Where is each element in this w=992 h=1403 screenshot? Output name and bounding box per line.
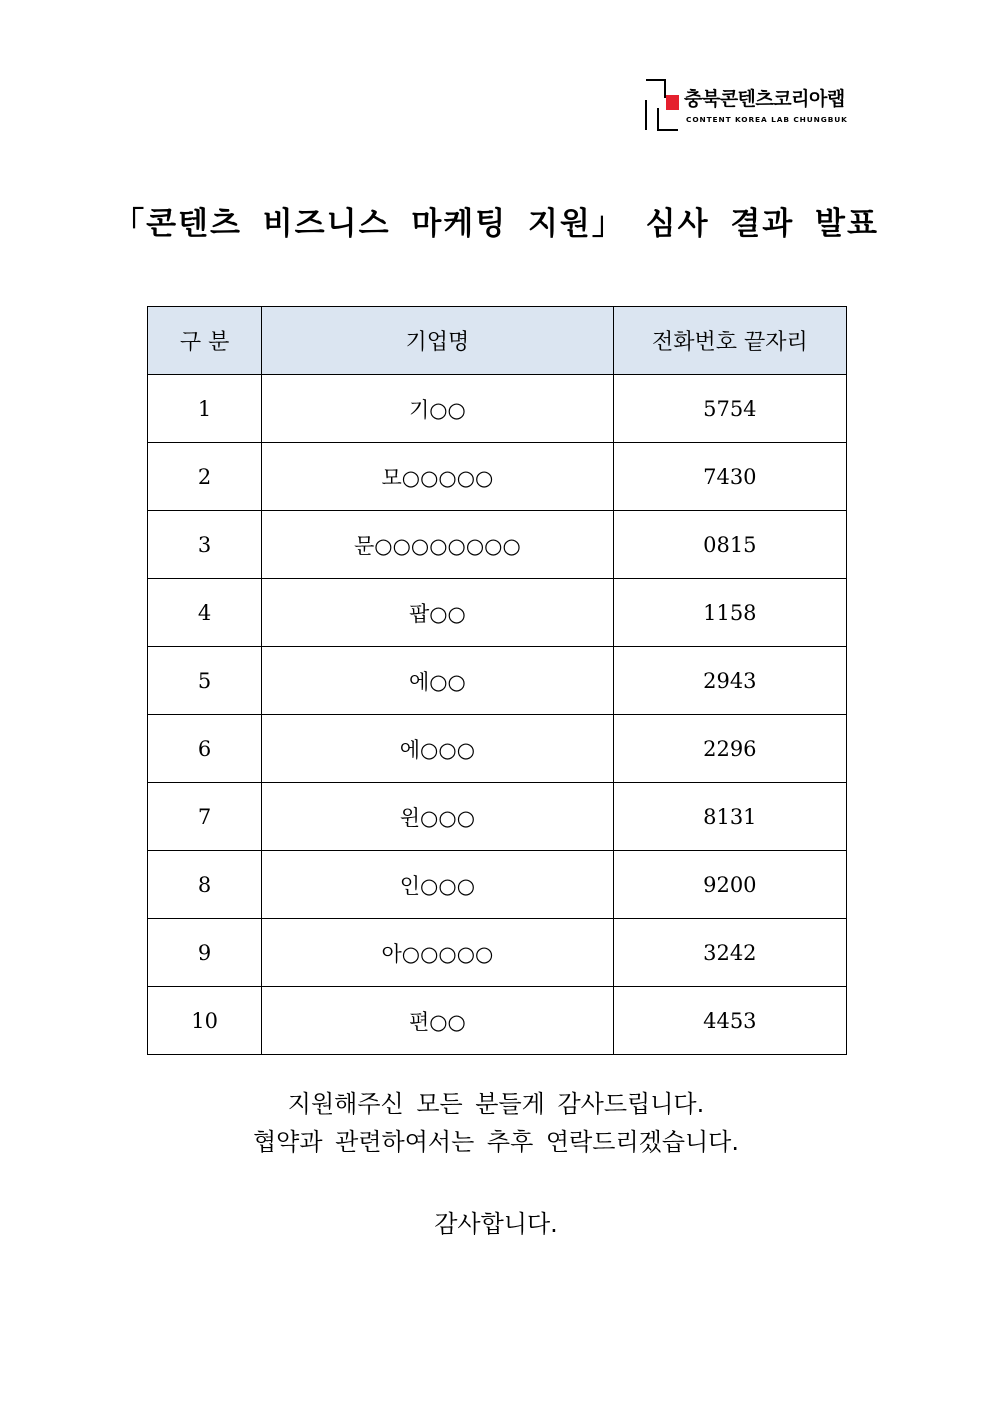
row-phone: 2296	[613, 715, 846, 783]
row-company: 에○○	[262, 647, 614, 715]
row-number: 5	[148, 647, 262, 715]
header-company: 기업명	[262, 307, 614, 375]
row-company: 모○○○○○	[262, 443, 614, 511]
row-phone: 8131	[613, 783, 846, 851]
row-number: 10	[148, 987, 262, 1055]
row-number: 7	[148, 783, 262, 851]
row-phone: 1158	[613, 579, 846, 647]
row-number: 1	[148, 375, 262, 443]
row-phone: 4453	[613, 987, 846, 1055]
organization-logo	[644, 78, 854, 132]
row-company: 에○○○	[262, 715, 614, 783]
logo-subtitle: CONTENT KOREA LAB CHUNGBUK	[686, 115, 848, 124]
table-row	[148, 443, 847, 511]
row-company: 문○○○○○○○○	[262, 511, 614, 579]
row-number: 6	[148, 715, 262, 783]
table-row	[148, 511, 847, 579]
logo-mark-icon	[644, 78, 680, 132]
row-company: 팝○○	[262, 579, 614, 647]
page-title: 「콘텐츠 비즈니스 마케팅 지원」 심사 결과 발표	[113, 206, 879, 242]
row-phone: 2943	[613, 647, 846, 715]
row-number: 8	[148, 851, 262, 919]
row-number: 2	[148, 443, 262, 511]
closing-thanks: 감사합니다.	[434, 1210, 558, 1238]
row-phone: 9200	[613, 851, 846, 919]
table-row	[148, 987, 847, 1055]
table-row	[148, 783, 847, 851]
table-header-row	[148, 307, 847, 375]
row-number: 3	[148, 511, 262, 579]
row-phone: 5754	[613, 375, 846, 443]
closing-messages	[0, 1085, 992, 1243]
table-row	[148, 851, 847, 919]
row-company: 윈○○○	[262, 783, 614, 851]
logo-name: 충북콘텐츠코리아랩	[684, 88, 845, 110]
header-phone: 전화번호 끝자리	[613, 307, 846, 375]
table-row	[148, 715, 847, 783]
results-table	[147, 306, 847, 1055]
table-row	[148, 579, 847, 647]
row-number: 9	[148, 919, 262, 987]
table-row	[148, 919, 847, 987]
header-number: 구 분	[148, 307, 262, 375]
row-company: 아○○○○○	[262, 919, 614, 987]
row-company: 인○○○	[262, 851, 614, 919]
row-number: 4	[148, 579, 262, 647]
row-company: 기○○	[262, 375, 614, 443]
message-line-2: 협약과 관련하여서는 추후 연락드리겠습니다.	[252, 1128, 739, 1156]
row-phone: 3242	[613, 919, 846, 987]
message-line-1: 지원해주신 모든 분들게 감사드립니다.	[287, 1090, 705, 1118]
row-phone: 7430	[613, 443, 846, 511]
row-phone: 0815	[613, 511, 846, 579]
table-row	[148, 375, 847, 443]
row-company: 편○○	[262, 987, 614, 1055]
table-row	[148, 647, 847, 715]
